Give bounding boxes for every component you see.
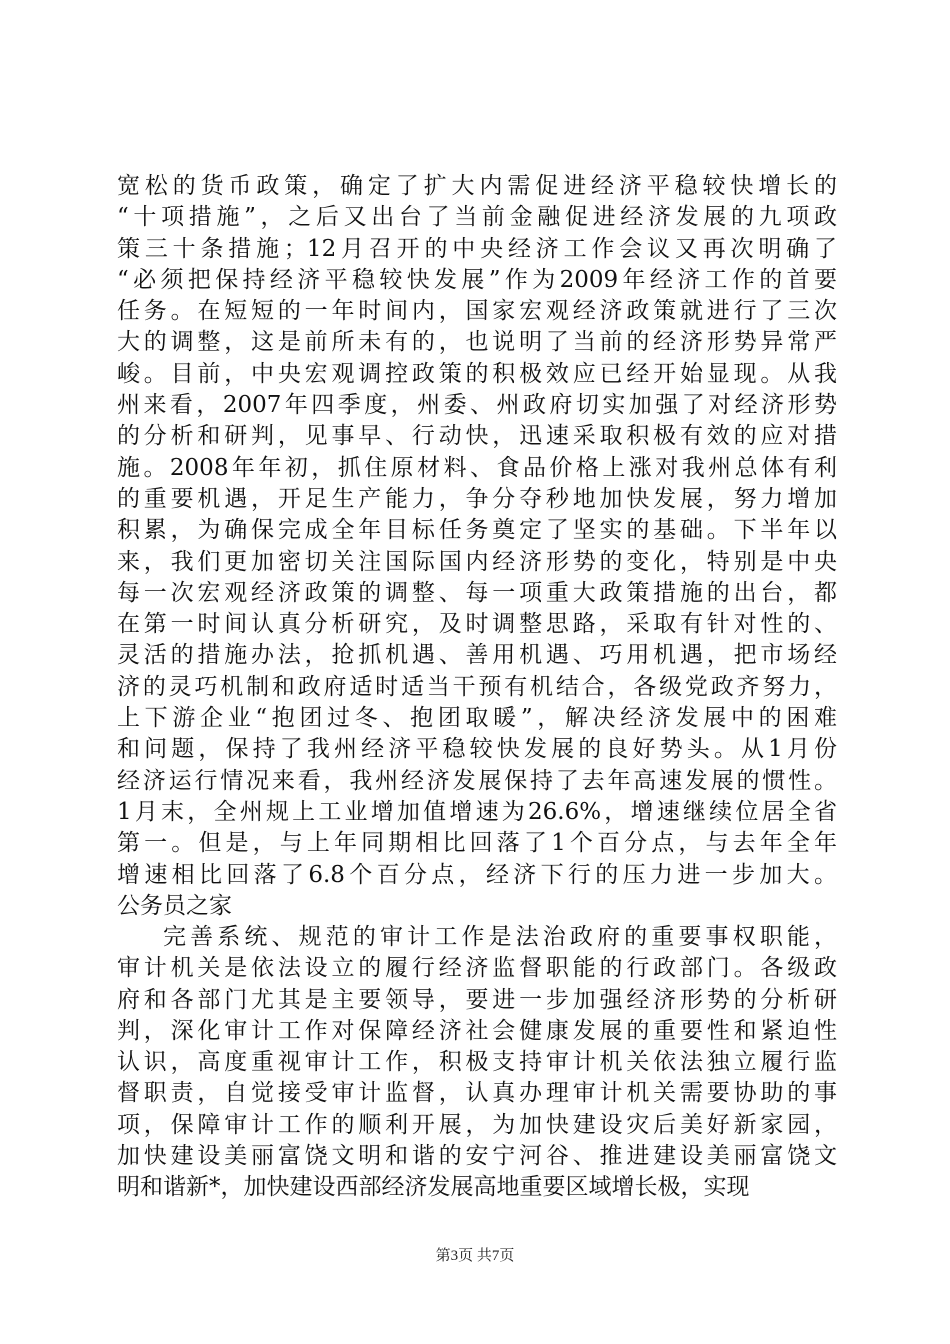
paragraph-2: [117, 922, 837, 1204]
text-line: 项，保障审计工作的顺利开展，为加快建设灾后美好新家园，: [117, 1111, 837, 1138]
text-line: 济的灵巧机制和政府适时适当干预有机结合，各级党政齐努力，: [117, 673, 837, 700]
text-line: “十项措施”，之后又出台了当前金融促进经济发展的九项政: [117, 204, 837, 231]
page-footer: 第3页 共7页: [435, 1248, 515, 1264]
text-line: 增速相比回落了6.8个百分点，经济下行的压力进一步加大。: [117, 861, 837, 888]
text-line: 第一。但是，与上年同期相比回落了1个百分点，与去年全年: [117, 830, 837, 857]
text-line: 认识，高度重视审计工作，积极支持审计机关依法独立履行监: [117, 1049, 837, 1076]
text-line: 府和各部门尤其是主要领导，要进一步加强经济形势的分析研: [117, 986, 837, 1013]
text-line: 经济运行情况来看，我州经济发展保持了去年高速发展的惯性。: [117, 767, 837, 794]
text-line: 策三十条措施；12月召开的中央经济工作会议又再次明确了: [117, 235, 837, 262]
text-line: 公务员之家: [117, 892, 232, 919]
text-line: 大的调整，这是前所未有的，也说明了当前的经济形势异常严: [117, 329, 837, 356]
text-line: “必须把保持经济平稳较快发展”作为2009年经济工作的首要: [117, 266, 837, 293]
text-line: 州来看，2007年四季度，州委、州政府切实加强了对经济形势: [117, 392, 837, 419]
text-line: 完善系统、规范的审计工作是法治政府的重要事权职能，: [163, 924, 837, 950]
text-line: 判，深化审计工作对保障经济社会健康发展的重要性和紧迫性: [117, 1017, 837, 1044]
text-line: 的分析和研判，见事早、行动快，迅速采取积极有效的应对措: [117, 423, 837, 450]
text-line: 和问题，保持了我州经济平稳较快发展的良好势头。从1月份: [117, 736, 837, 763]
text-line: 任务。在短短的一年时间内，国家宏观经济政策就进行了三次: [117, 298, 837, 325]
text-line: 在第一时间认真分析研究，及时调整思路，采取有针对性的、: [117, 611, 837, 638]
text-line: 的重要机遇，开足生产能力，争分夺秒地加快发展，努力增加: [117, 485, 837, 512]
text-line: 宽松的货币政策，确定了扩大内需促进经济平稳较快增长的: [117, 173, 837, 199]
text-line: 明和谐新*，加快建设西部经济发展高地重要区域增长极，实现: [117, 1174, 750, 1201]
text-line: 积累，为确保完成全年目标任务奠定了坚实的基础。下半年以: [117, 517, 837, 544]
text-line: 1月末，全州规上工业增加值增速为26.6%，增速继续位居全省: [117, 798, 837, 825]
text-line: 来，我们更加密切关注国际国内经济形势的变化，特别是中央: [117, 548, 837, 575]
text-line: 审计机关是依法设立的履行经济监督职能的行政部门。各级政: [117, 955, 837, 982]
text-line: 峻。目前，中央宏观调控政策的积极效应已经开始显现。从我: [117, 360, 837, 387]
text-line: 每一次宏观经济政策的调整、每一项重大政策措施的出台，都: [117, 579, 837, 606]
text-line: 施。2008年年初，抓住原材料、食品价格上涨对我州总体有利: [117, 454, 837, 481]
text-line: 加快建设美丽富饶文明和谐的安宁河谷、推进建设美丽富饶文: [117, 1143, 837, 1170]
text-line: 上下游企业“抱团过冬、抱团取暖”，解决经济发展中的困难: [117, 705, 837, 732]
text-line: 灵活的措施办法，抢抓机遇、善用机遇、巧用机遇，把市场经: [117, 642, 837, 669]
paragraph-1: [117, 171, 837, 922]
text-line: 督职责，自觉接受审计监督，认真办理审计机关需要协助的事: [117, 1080, 837, 1107]
